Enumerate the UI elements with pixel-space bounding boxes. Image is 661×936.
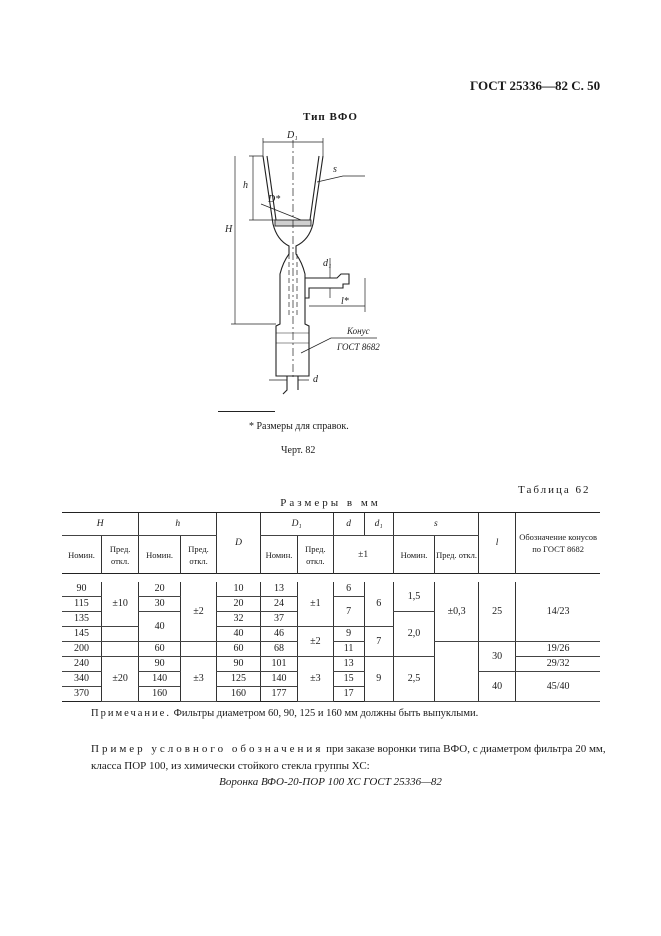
head-d: d [333, 513, 364, 536]
table-row: 370 160 160 177 17 [62, 687, 600, 702]
dim-H [231, 156, 276, 324]
table-row: 115 30 20 24 7 [62, 597, 600, 612]
label-gost: ГОСТ 8682 [337, 342, 380, 352]
head-D1: D₁ [260, 513, 333, 536]
head-D: D [217, 513, 261, 574]
head-s: s [393, 513, 478, 536]
note-text: Фильтры диаметром 60, 90, 125 и 160 мм должны быть выпуклыми. [170, 708, 479, 719]
note-lead: Примечание. [91, 708, 171, 719]
side-tube [305, 274, 349, 298]
label-konus: Конус [347, 326, 370, 336]
dim-s [317, 176, 365, 182]
label-D: D* [268, 194, 281, 205]
example-lead: Пример условного обозначения [91, 743, 324, 755]
table-row: 340 140 125 140 15 40 45/40 [62, 672, 600, 687]
table-units: Размеры в мм [280, 497, 381, 509]
dimensions-table: H h D D₁ d d₁ s l Обозначение конусов по ГОСТ 8682 Номин. Пред. откл. Номин. Пред. откл. Номин. Пред. откл. ±1 Номин. Пред. откл. 90 ±10 20 ±2 10 13 ±1 6 6 1,5 ±0,3 25 14/23 115 30 20 24 7 135 40 32 37 2,0 145 40 46 ±2 9 7 200 60 60 68 11 30 19/26 240 ±20 90 ±3 90 101 ±3 13 9 2,5 29/32 340 140 125 140 15 40 45/40 370 160 160 177 17 [62, 512, 600, 702]
table-row: 90 ±10 20 ±2 10 13 ±1 6 6 1,5 ±0,3 25 14/23 [62, 582, 600, 597]
head-l: l [478, 513, 515, 574]
figure-caption: Черт. 82 [281, 445, 316, 456]
table-note [91, 708, 478, 719]
dim-D [261, 204, 301, 220]
label-d1: d₁ [323, 258, 332, 269]
footnote: * Размеры для справок. [249, 421, 349, 432]
label-l: l* [341, 296, 349, 307]
page-header: ГОСТ 25336—82 С. 50 [470, 78, 601, 93]
stem-tip [283, 376, 298, 394]
table-row: 200 60 60 68 11 30 19/26 [62, 642, 600, 657]
example-designation: Воронка ВФО-20-ПОР 100 ХС ГОСТ 25336—82 [219, 776, 442, 788]
label-H: H [225, 224, 233, 235]
cone-hatch [276, 333, 309, 343]
head-d1: d₁ [364, 513, 393, 536]
footnote-rule [218, 411, 275, 412]
dim-l [309, 278, 365, 312]
label-s: s [333, 164, 337, 175]
head-cone: Обозначение конусов по ГОСТ 8682 [516, 513, 600, 574]
label-d: d [313, 374, 318, 385]
table-row: 145 40 46 ±2 9 7 [62, 627, 600, 642]
label-D1: D₁ [287, 130, 298, 141]
example-text: при заказе воронки типа ВФО, с диаметром фильтра 20 мм, класса ПОР 100, из химически стойкого стекла группы ХС: [91, 743, 606, 772]
drawing-title: Тип ВФО [303, 111, 358, 123]
table-row: 135 40 32 37 2,0 [62, 612, 600, 627]
table-row: 240 ±20 90 ±3 90 101 ±3 13 9 2,5 29/32 [62, 657, 600, 672]
head-H: H [62, 513, 139, 536]
head-h: h [139, 513, 217, 536]
label-h: h [243, 180, 248, 191]
table-label: Таблица 62 [518, 484, 591, 496]
example-paragraph [91, 741, 611, 775]
funnel-drawing [205, 128, 385, 403]
